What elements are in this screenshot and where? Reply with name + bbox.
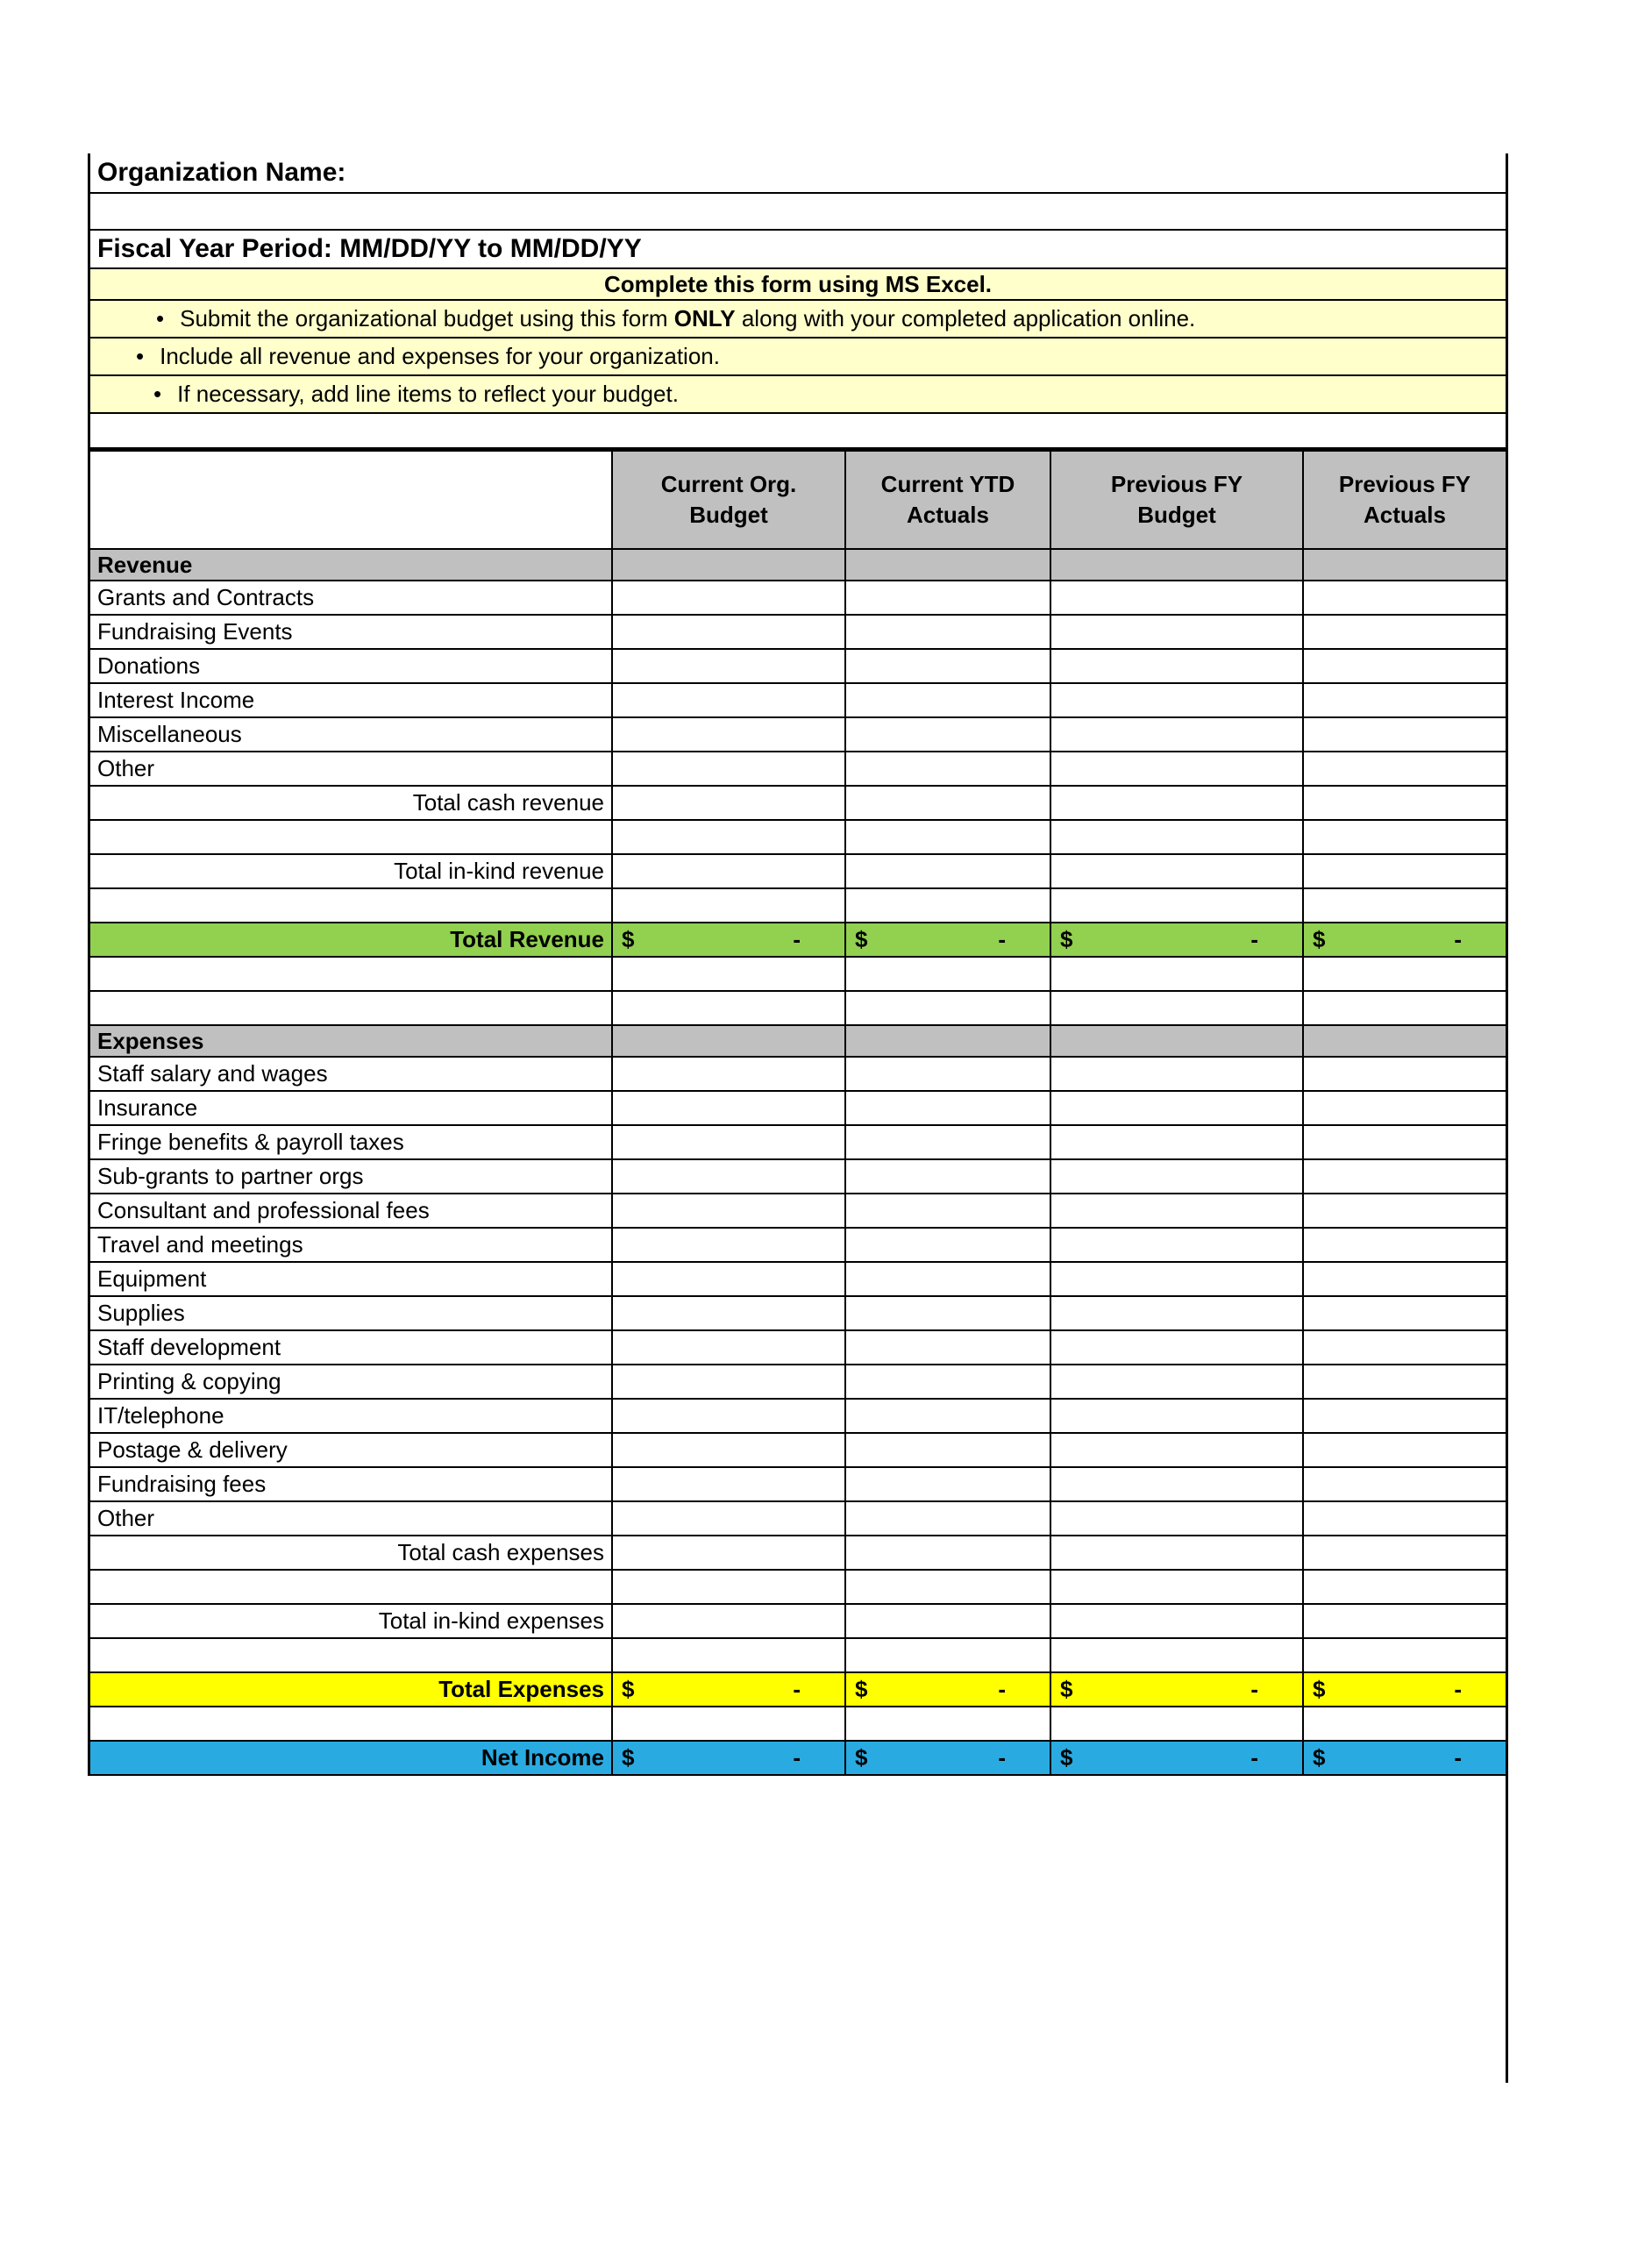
amount-value: -: [1454, 1676, 1462, 1702]
spacer-current-ytd-actuals-cell: [846, 958, 1051, 990]
net-income-current-ytd-actuals-cell: [846, 1742, 1051, 1774]
row-supplies: [90, 1297, 1506, 1331]
total-in-kind-revenue-current-org-budget-cell[interactable]: [613, 855, 846, 887]
row-fundraising-fees: [90, 1468, 1506, 1502]
printing-copying-previous-fy-actuals-cell[interactable]: [1304, 1365, 1506, 1398]
printing-copying-previous-fy-budget-cell[interactable]: [1051, 1365, 1304, 1398]
spacer-previous-fy-actuals-cell: [1304, 958, 1506, 990]
row-other: [90, 1502, 1506, 1536]
fundraising-fees-previous-fy-actuals-cell[interactable]: [1304, 1468, 1506, 1500]
row-revenue: [90, 550, 1506, 581]
total-expenses-current-org-budget-cell: [613, 1673, 846, 1706]
staff-salary-and-wages-previous-fy-budget-cell[interactable]: [1051, 1058, 1304, 1090]
total-in-kind-revenue-previous-fy-budget-cell[interactable]: [1051, 855, 1304, 887]
amount-value: -: [998, 1744, 1006, 1771]
column-header-previous-fy-actuals: Previous FY Actuals: [1304, 452, 1506, 548]
revenue-current-ytd-actuals-cell: [846, 550, 1051, 580]
spacer-current-ytd-actuals-cell: [846, 1707, 1051, 1740]
spacer-previous-fy-actuals-cell: [1304, 821, 1506, 853]
total-in-kind-revenue-previous-fy-actuals-cell[interactable]: [1304, 855, 1506, 887]
currency-symbol: $: [855, 1744, 868, 1771]
other-current-org-budget-cell[interactable]: [613, 752, 846, 785]
fundraising-events-current-ytd-actuals-cell[interactable]: [846, 616, 1051, 648]
spacer-previous-fy-budget-cell: [1051, 1571, 1304, 1603]
row-total-cash-expenses: [90, 1536, 1506, 1571]
spacer-current-ytd-actuals-cell: [846, 821, 1051, 853]
sub-grants-to-partner-orgs-current-ytd-actuals-cell[interactable]: [846, 1160, 1051, 1193]
instruction-text: If necessary, add line items to reflect your budget.: [177, 381, 679, 407]
sub-grants-to-partner-orgs-current-org-budget-cell[interactable]: [613, 1160, 846, 1193]
blank-label-cell: [90, 958, 613, 990]
expenses-previous-fy-actuals-cell: [1304, 1026, 1506, 1056]
blank-label-cell: [90, 1707, 613, 1740]
row-printing-copying: [90, 1365, 1506, 1400]
supplies-current-org-budget-cell[interactable]: [613, 1297, 846, 1329]
amount-value: -: [1250, 1676, 1258, 1702]
row-interest-income: [90, 684, 1506, 718]
grants-and-contracts-previous-fy-budget-cell[interactable]: [1051, 581, 1304, 614]
fringe-benefits-payroll-taxes-label: Fringe benefits & payroll taxes: [90, 1126, 613, 1158]
spacer-previous-fy-budget-cell: [1051, 992, 1304, 1024]
blank-row: [90, 414, 1506, 449]
column-header-current-org-budget: Current Org. Budget: [613, 452, 846, 548]
other-label: Other: [90, 752, 613, 785]
spacer-previous-fy-actuals-cell: [1304, 1571, 1506, 1603]
row-total-in-kind-expenses: [90, 1605, 1506, 1639]
expenses-label: Expenses: [90, 1026, 613, 1056]
postage-delivery-current-org-budget-cell[interactable]: [613, 1434, 846, 1466]
row-donations: [90, 650, 1506, 684]
equipment-current-org-budget-cell[interactable]: [613, 1263, 846, 1295]
revenue-current-org-budget-cell: [613, 550, 846, 580]
total-cash-revenue-current-org-budget-cell[interactable]: [613, 787, 846, 819]
miscellaneous-label: Miscellaneous: [90, 718, 613, 751]
fiscal-year-period-label: Fiscal Year Period: MM/DD/YY to MM/DD/YY: [97, 234, 642, 263]
fringe-benefits-payroll-taxes-current-org-budget-cell[interactable]: [613, 1126, 846, 1158]
row-spacer: [90, 992, 1506, 1026]
currency-symbol: $: [622, 1744, 635, 1771]
organization-name-row[interactable]: [90, 153, 1506, 194]
donations-previous-fy-actuals-cell[interactable]: [1304, 650, 1506, 682]
total-in-kind-expenses-current-org-budget-cell[interactable]: [613, 1605, 846, 1637]
amount-value: -: [793, 1676, 801, 1702]
row-staff-salary-and-wages: [90, 1058, 1506, 1092]
spacer-previous-fy-budget-cell: [1051, 958, 1304, 990]
row-consultant-and-professional-fees: [90, 1194, 1506, 1229]
row-fringe-benefits-payroll-taxes: [90, 1126, 1506, 1160]
header-label-cell: [90, 452, 613, 548]
equipment-previous-fy-budget-cell[interactable]: [1051, 1263, 1304, 1295]
row-spacer: [90, 1639, 1506, 1673]
insurance-current-org-budget-cell[interactable]: [613, 1092, 846, 1124]
currency-symbol: $: [1060, 1744, 1073, 1771]
row-total-revenue: [90, 923, 1506, 958]
equipment-current-ytd-actuals-cell[interactable]: [846, 1263, 1051, 1295]
consultant-and-professional-fees-previous-fy-budget-cell[interactable]: [1051, 1194, 1304, 1227]
other-previous-fy-budget-cell[interactable]: [1051, 1502, 1304, 1535]
total-expenses-current-ytd-actuals-cell: [846, 1673, 1051, 1706]
miscellaneous-previous-fy-actuals-cell[interactable]: [1304, 718, 1506, 751]
fiscal-year-period-row[interactable]: [90, 231, 1506, 269]
spacer-current-org-budget-cell: [613, 1571, 846, 1603]
expenses-previous-fy-budget-cell: [1051, 1026, 1304, 1056]
consultant-and-professional-fees-previous-fy-actuals-cell[interactable]: [1304, 1194, 1506, 1227]
grants-and-contracts-previous-fy-actuals-cell[interactable]: [1304, 581, 1506, 614]
it-telephone-current-ytd-actuals-cell[interactable]: [846, 1400, 1051, 1432]
total-revenue-label: Total Revenue: [90, 923, 613, 956]
instruction-bullet-1: [90, 301, 1506, 339]
row-net-income: [90, 1742, 1506, 1776]
spacer-current-org-budget-cell: [613, 821, 846, 853]
insurance-previous-fy-budget-cell[interactable]: [1051, 1092, 1304, 1124]
total-revenue-previous-fy-budget-cell: [1051, 923, 1304, 956]
row-spacer: [90, 1571, 1506, 1605]
total-in-kind-expenses-previous-fy-actuals-cell[interactable]: [1304, 1605, 1506, 1637]
fundraising-events-current-org-budget-cell[interactable]: [613, 616, 846, 648]
travel-and-meetings-previous-fy-actuals-cell[interactable]: [1304, 1229, 1506, 1261]
amount-value: -: [1454, 1744, 1462, 1771]
supplies-label: Supplies: [90, 1297, 613, 1329]
instructions-title-row: [90, 269, 1506, 301]
instruction-text: Submit the organizational budget using this form ONLY along with your completed application online.: [180, 305, 1196, 331]
table-body: [90, 550, 1506, 1776]
spacer-previous-fy-budget-cell: [1051, 889, 1304, 922]
travel-and-meetings-label: Travel and meetings: [90, 1229, 613, 1261]
currency-symbol: $: [1060, 1676, 1073, 1702]
row-spacer: [90, 821, 1506, 855]
postage-delivery-previous-fy-budget-cell[interactable]: [1051, 1434, 1304, 1466]
currency-symbol: $: [855, 1676, 868, 1702]
fringe-benefits-payroll-taxes-current-ytd-actuals-cell[interactable]: [846, 1126, 1051, 1158]
insurance-label: Insurance: [90, 1092, 613, 1124]
interest-income-label: Interest Income: [90, 684, 613, 716]
it-telephone-current-org-budget-cell[interactable]: [613, 1400, 846, 1432]
blank-label-cell: [90, 889, 613, 922]
column-header-current-ytd-actuals: Current YTD Actuals: [846, 452, 1051, 548]
instruction-bullet-3: [90, 376, 1506, 414]
total-cash-revenue-previous-fy-budget-cell[interactable]: [1051, 787, 1304, 819]
staff-salary-and-wages-label: Staff salary and wages: [90, 1058, 613, 1090]
other-previous-fy-actuals-cell[interactable]: [1304, 1502, 1506, 1535]
staff-development-previous-fy-actuals-cell[interactable]: [1304, 1331, 1506, 1364]
total-cash-expenses-label: Total cash expenses: [90, 1536, 613, 1569]
page-edge-line: [1506, 1774, 1508, 2083]
donations-current-org-budget-cell[interactable]: [613, 650, 846, 682]
total-in-kind-revenue-current-ytd-actuals-cell[interactable]: [846, 855, 1051, 887]
staff-salary-and-wages-previous-fy-actuals-cell[interactable]: [1304, 1058, 1506, 1090]
row-spacer: [90, 889, 1506, 923]
interest-income-previous-fy-actuals-cell[interactable]: [1304, 684, 1506, 716]
row-spacer: [90, 958, 1506, 992]
amount-value: -: [793, 1744, 801, 1771]
organization-name-label: Organization Name:: [97, 158, 346, 187]
blank-row: [90, 194, 1506, 231]
row-equipment: [90, 1263, 1506, 1297]
net-income-previous-fy-actuals-cell: [1304, 1742, 1506, 1774]
total-expenses-previous-fy-budget-cell: [1051, 1673, 1304, 1706]
spacer-previous-fy-actuals-cell: [1304, 1707, 1506, 1740]
amount-value: -: [1250, 1744, 1258, 1771]
revenue-previous-fy-actuals-cell: [1304, 550, 1506, 580]
fundraising-events-label: Fundraising Events: [90, 616, 613, 648]
total-revenue-previous-fy-actuals-cell: [1304, 923, 1506, 956]
equipment-previous-fy-actuals-cell[interactable]: [1304, 1263, 1506, 1295]
printing-copying-current-org-budget-cell[interactable]: [613, 1365, 846, 1398]
staff-development-previous-fy-budget-cell[interactable]: [1051, 1331, 1304, 1364]
spacer-current-org-budget-cell: [613, 958, 846, 990]
miscellaneous-current-org-budget-cell[interactable]: [613, 718, 846, 751]
instructions-title: Complete this form using MS Excel.: [603, 270, 993, 297]
total-expenses-label: Total Expenses: [90, 1673, 613, 1706]
table-header-row: [90, 449, 1506, 550]
total-in-kind-expenses-previous-fy-budget-cell[interactable]: [1051, 1605, 1304, 1637]
spacer-current-ytd-actuals-cell: [846, 992, 1051, 1024]
instruction-text: Include all revenue and expenses for your organization.: [160, 343, 720, 369]
total-revenue-current-ytd-actuals-cell: [846, 923, 1051, 956]
row-travel-and-meetings: [90, 1229, 1506, 1263]
blank-label-cell: [90, 992, 613, 1024]
supplies-current-ytd-actuals-cell[interactable]: [846, 1297, 1051, 1329]
amount-value: -: [998, 926, 1006, 952]
spacer-current-ytd-actuals-cell: [846, 1639, 1051, 1671]
row-total-in-kind-revenue: [90, 855, 1506, 889]
total-in-kind-expenses-label: Total in-kind expenses: [90, 1605, 613, 1637]
row-postage-delivery: [90, 1434, 1506, 1468]
amount-value: -: [998, 1676, 1006, 1702]
blank-label-cell: [90, 1571, 613, 1603]
other-previous-fy-budget-cell[interactable]: [1051, 752, 1304, 785]
total-revenue-current-org-budget-cell: [613, 923, 846, 956]
blank-label-cell: [90, 1639, 613, 1671]
miscellaneous-previous-fy-budget-cell[interactable]: [1051, 718, 1304, 751]
travel-and-meetings-current-ytd-actuals-cell[interactable]: [846, 1229, 1051, 1261]
fundraising-events-previous-fy-actuals-cell[interactable]: [1304, 616, 1506, 648]
row-expenses: [90, 1026, 1506, 1058]
spacer-current-org-budget-cell: [613, 1707, 846, 1740]
fundraising-fees-label: Fundraising fees: [90, 1468, 613, 1500]
spacer-previous-fy-budget-cell: [1051, 1707, 1304, 1740]
currency-symbol: $: [622, 926, 635, 952]
total-cash-expenses-previous-fy-budget-cell[interactable]: [1051, 1536, 1304, 1569]
printing-copying-label: Printing & copying: [90, 1365, 613, 1398]
column-header-previous-fy-budget: Previous FY Budget: [1051, 452, 1304, 548]
donations-label: Donations: [90, 650, 613, 682]
other-label: Other: [90, 1502, 613, 1535]
spacer-previous-fy-budget-cell: [1051, 821, 1304, 853]
interest-income-previous-fy-budget-cell[interactable]: [1051, 684, 1304, 716]
currency-symbol: $: [1060, 926, 1073, 952]
staff-development-current-ytd-actuals-cell[interactable]: [846, 1331, 1051, 1364]
staff-salary-and-wages-current-org-budget-cell[interactable]: [613, 1058, 846, 1090]
total-cash-revenue-label: Total cash revenue: [90, 787, 613, 819]
organizational-budget-form: [88, 153, 1508, 1776]
fringe-benefits-payroll-taxes-previous-fy-actuals-cell[interactable]: [1304, 1126, 1506, 1158]
it-telephone-previous-fy-budget-cell[interactable]: [1051, 1400, 1304, 1432]
printing-copying-current-ytd-actuals-cell[interactable]: [846, 1365, 1051, 1398]
revenue-previous-fy-budget-cell: [1051, 550, 1304, 580]
total-cash-expenses-current-org-budget-cell[interactable]: [613, 1536, 846, 1569]
spacer-current-ytd-actuals-cell: [846, 1571, 1051, 1603]
supplies-previous-fy-actuals-cell[interactable]: [1304, 1297, 1506, 1329]
postage-delivery-previous-fy-actuals-cell[interactable]: [1304, 1434, 1506, 1466]
it-telephone-previous-fy-actuals-cell[interactable]: [1304, 1400, 1506, 1432]
row-miscellaneous: [90, 718, 1506, 752]
row-total-expenses: [90, 1673, 1506, 1707]
sub-grants-to-partner-orgs-previous-fy-actuals-cell[interactable]: [1304, 1160, 1506, 1193]
total-cash-revenue-previous-fy-actuals-cell[interactable]: [1304, 787, 1506, 819]
consultant-and-professional-fees-current-org-budget-cell[interactable]: [613, 1194, 846, 1227]
bullet-icon: •: [136, 343, 145, 369]
currency-symbol: $: [622, 1676, 635, 1702]
donations-previous-fy-budget-cell[interactable]: [1051, 650, 1304, 682]
spacer-previous-fy-actuals-cell: [1304, 1639, 1506, 1671]
row-it-telephone: [90, 1400, 1506, 1434]
other-current-org-budget-cell[interactable]: [613, 1502, 846, 1535]
grants-and-contracts-current-org-budget-cell[interactable]: [613, 581, 846, 614]
net-income-current-org-budget-cell: [613, 1742, 846, 1774]
total-in-kind-expenses-current-ytd-actuals-cell[interactable]: [846, 1605, 1051, 1637]
staff-development-current-org-budget-cell[interactable]: [613, 1331, 846, 1364]
other-current-ytd-actuals-cell[interactable]: [846, 752, 1051, 785]
total-cash-revenue-current-ytd-actuals-cell[interactable]: [846, 787, 1051, 819]
donations-current-ytd-actuals-cell[interactable]: [846, 650, 1051, 682]
staff-salary-and-wages-current-ytd-actuals-cell[interactable]: [846, 1058, 1051, 1090]
fundraising-fees-current-ytd-actuals-cell[interactable]: [846, 1468, 1051, 1500]
spacer-previous-fy-budget-cell: [1051, 1639, 1304, 1671]
amount-value: -: [1250, 926, 1258, 952]
postage-delivery-current-ytd-actuals-cell[interactable]: [846, 1434, 1051, 1466]
row-sub-grants-to-partner-orgs: [90, 1160, 1506, 1194]
fundraising-events-previous-fy-budget-cell[interactable]: [1051, 616, 1304, 648]
supplies-previous-fy-budget-cell[interactable]: [1051, 1297, 1304, 1329]
currency-symbol: $: [1313, 1744, 1326, 1771]
row-total-cash-revenue: [90, 787, 1506, 821]
row-spacer: [90, 1707, 1506, 1742]
fundraising-fees-previous-fy-budget-cell[interactable]: [1051, 1468, 1304, 1500]
interest-income-current-org-budget-cell[interactable]: [613, 684, 846, 716]
row-staff-development: [90, 1331, 1506, 1365]
spacer-current-ytd-actuals-cell: [846, 889, 1051, 922]
bullet-icon: •: [153, 381, 162, 407]
row-grants-and-contracts: [90, 581, 1506, 616]
it-telephone-label: IT/telephone: [90, 1400, 613, 1432]
currency-symbol: $: [1313, 926, 1326, 952]
total-cash-expenses-previous-fy-actuals-cell[interactable]: [1304, 1536, 1506, 1569]
miscellaneous-current-ytd-actuals-cell[interactable]: [846, 718, 1051, 751]
insurance-previous-fy-actuals-cell[interactable]: [1304, 1092, 1506, 1124]
fringe-benefits-payroll-taxes-previous-fy-budget-cell[interactable]: [1051, 1126, 1304, 1158]
consultant-and-professional-fees-current-ytd-actuals-cell[interactable]: [846, 1194, 1051, 1227]
currency-symbol: $: [855, 926, 868, 952]
other-current-ytd-actuals-cell[interactable]: [846, 1502, 1051, 1535]
net-income-previous-fy-budget-cell: [1051, 1742, 1304, 1774]
other-previous-fy-actuals-cell[interactable]: [1304, 752, 1506, 785]
row-other: [90, 752, 1506, 787]
amount-value: -: [1454, 926, 1462, 952]
spacer-previous-fy-actuals-cell: [1304, 992, 1506, 1024]
bullet-icon: •: [156, 305, 165, 331]
fundraising-fees-current-org-budget-cell[interactable]: [613, 1468, 846, 1500]
row-fundraising-events: [90, 616, 1506, 650]
postage-delivery-label: Postage & delivery: [90, 1434, 613, 1466]
interest-income-current-ytd-actuals-cell[interactable]: [846, 684, 1051, 716]
spacer-current-org-budget-cell: [613, 992, 846, 1024]
grants-and-contracts-label: Grants and Contracts: [90, 581, 613, 614]
insurance-current-ytd-actuals-cell[interactable]: [846, 1092, 1051, 1124]
total-expenses-previous-fy-actuals-cell: [1304, 1673, 1506, 1706]
equipment-label: Equipment: [90, 1263, 613, 1295]
expenses-current-org-budget-cell: [613, 1026, 846, 1056]
currency-symbol: $: [1313, 1676, 1326, 1702]
revenue-label: Revenue: [90, 550, 613, 580]
staff-development-label: Staff development: [90, 1331, 613, 1364]
spacer-previous-fy-actuals-cell: [1304, 889, 1506, 922]
grants-and-contracts-current-ytd-actuals-cell[interactable]: [846, 581, 1051, 614]
net-income-label: Net Income: [90, 1742, 613, 1774]
amount-value: -: [793, 926, 801, 952]
travel-and-meetings-current-org-budget-cell[interactable]: [613, 1229, 846, 1261]
expenses-current-ytd-actuals-cell: [846, 1026, 1051, 1056]
row-insurance: [90, 1092, 1506, 1126]
spacer-current-org-budget-cell: [613, 889, 846, 922]
total-cash-expenses-current-ytd-actuals-cell[interactable]: [846, 1536, 1051, 1569]
sub-grants-to-partner-orgs-previous-fy-budget-cell[interactable]: [1051, 1160, 1304, 1193]
total-in-kind-revenue-label: Total in-kind revenue: [90, 855, 613, 887]
spacer-current-org-budget-cell: [613, 1639, 846, 1671]
blank-label-cell: [90, 821, 613, 853]
sub-grants-to-partner-orgs-label: Sub-grants to partner orgs: [90, 1160, 613, 1193]
consultant-and-professional-fees-label: Consultant and professional fees: [90, 1194, 613, 1227]
travel-and-meetings-previous-fy-budget-cell[interactable]: [1051, 1229, 1304, 1261]
instruction-bullet-2: [90, 339, 1506, 376]
